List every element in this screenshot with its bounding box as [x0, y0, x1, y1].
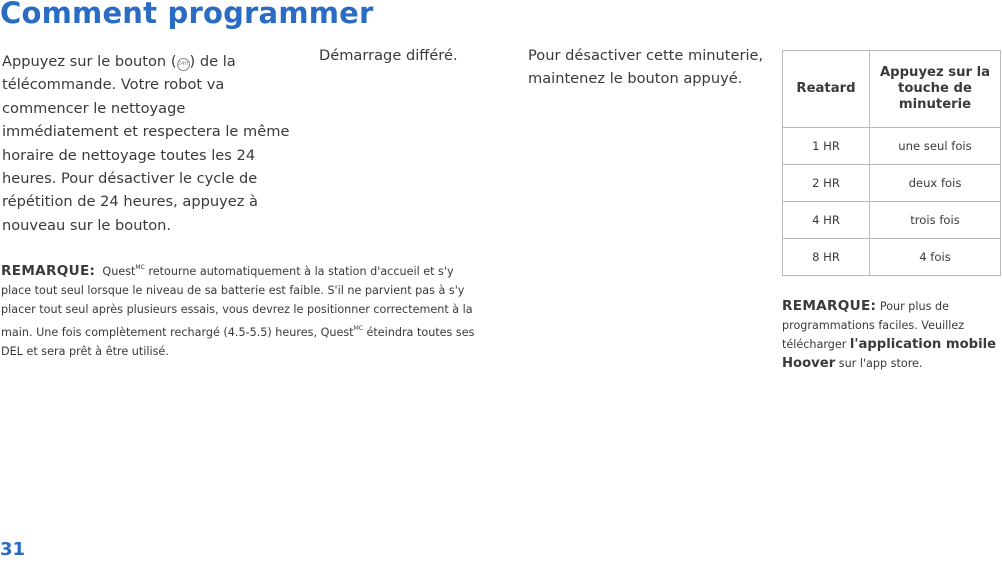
table-row — [783, 239, 1001, 276]
table-header-delay: Reatard — [783, 51, 870, 128]
table-cell: deux fois — [870, 165, 1001, 202]
battery-note-text-1: retourne automatiquement à la station d'accueil et s'y place tout seul lorsque le niveau de sa batterie est faible. S'il ne parvient pas à s'y placer tout seul après plusieurs essais, vous devrez le positionner correctement à la main. Une fois complètement rechargé (4.5-5.5) heures, — [1, 265, 473, 339]
instructions-paragraph — [2, 50, 302, 237]
app-name: l'application mobile Hoover — [782, 337, 997, 371]
brand-name: Quest — [102, 265, 136, 278]
battery-note-text-2: éteindra toutes ses DEL et sera prêt à être utilisé. — [1, 326, 475, 358]
table-row — [783, 165, 1001, 202]
instructions-text-end: ) de la télécommande. Votre robot va commencer le nettoyage immédiatement et respectera le même horaire de nettoyage toutes les 24 heures. Pour désactiver le cycle de répétition de 24 heures, appuyez à nouveau sur le bouton. — [2, 53, 290, 234]
table-row — [783, 128, 1001, 165]
table-cell: 4 fois — [870, 239, 1001, 276]
app-note-text-1: Pour plus de programmations faciles. Veuillez télécharger — [782, 300, 965, 351]
timer-table — [782, 50, 1001, 276]
table-cell: 4 HR — [783, 202, 870, 239]
page-number: 31 — [0, 539, 26, 560]
app-note-text-2: sur l'app store. — [835, 357, 923, 370]
page-title: Comment programmer — [0, 0, 374, 30]
table-cell: 8 HR — [783, 239, 870, 276]
note-label: REMARQUE: — [1, 263, 96, 279]
table-cell: une seul fois — [870, 128, 1001, 165]
instructions-text-start: Appuyez sur le bouton ( — [2, 53, 177, 70]
delayed-start-text: Démarrage différé. — [319, 47, 458, 64]
table-cell: 1 HR — [783, 128, 870, 165]
trademark-mark-2: MC — [353, 325, 363, 332]
timer-button-icon: 24H — [177, 58, 190, 71]
app-note — [782, 297, 1002, 373]
table-cell: trois fois — [870, 202, 1001, 239]
table-header-row — [783, 51, 1001, 128]
disable-timer-text: Pour désactiver cette minuterie, maintenez le bouton appuyé. — [528, 47, 764, 87]
battery-note — [1, 258, 487, 361]
note-label: REMARQUE: — [782, 298, 877, 314]
table-cell: 2 HR — [783, 165, 870, 202]
brand-name-2: Quest — [320, 326, 354, 339]
trademark-mark: MC — [135, 264, 145, 271]
table-row — [783, 202, 1001, 239]
table-header-presses: Appuyez sur la touche de minuterie — [870, 51, 1001, 128]
